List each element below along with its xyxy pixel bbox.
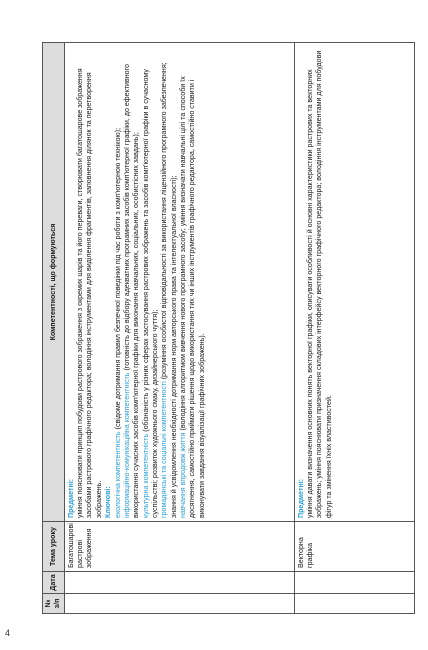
key-competency-text: (готовність до відбору адекватних програмних засобів комп'ютерної графіки, до ефективного використання сучасних засобів комп'ютерної графіки для виконання навчальних, соціальних, особистісних завдань); [122,64,141,518]
table-row [294,43,414,614]
key-competency-item [123,46,142,518]
key-competency-keyword: культурна компетентність [141,433,150,518]
cell-num [64,594,294,614]
subject-competencies-text: уміння пояснювати принцип побудови растрового зображення з окремих шарів та його переваги, створювати багатошарове зображення засобами растрового графічного редактора; володіння інструментами для виділення фрагментів, заповнення ділянок та перетворення зображень. [76,68,103,518]
key-competency-item [160,46,179,518]
table-header-row [43,43,65,614]
cell-date [294,572,414,594]
table-row [64,43,294,614]
key-competency-text: (свідоме дотримання правил безпечної поведінки під час роботи з комп'ютерною технікою); [113,127,122,432]
key-competency-keyword: громадянські та соціальні компетентності [160,381,169,518]
key-competency-text: (розуміння особистої відповідальності за використання ліцензійного програмного забезпечення; знання й усвідомлення необхідності дотримання норм авторського права та інтелектуальної власності); [160,62,178,518]
header-num: № з/п [43,594,65,614]
cell-topic: Багатошарові растрові зображення [64,522,294,572]
subject-competencies-heading: Предметні: [296,478,305,518]
key-competency-item [179,46,207,518]
cell-topic: Векторна графіка [294,522,414,572]
subject-competencies-heading: Предметні: [66,478,75,518]
lesson-plan-table [42,42,415,614]
cell-num [294,594,414,614]
header-date: Дата [43,572,65,594]
subject-competencies-text: уміння давати визначення основних понять векторної графіки, описувати особливості й основні характеристики растрових та векторних зображень; уміння пояснювати призначення складових інтерфейсу векторного графічного редактора; володіння інструментами для побудови фігур та змінення їхніх властивостей. [306,50,333,518]
key-competency-item [142,46,161,518]
cell-date [64,572,294,594]
page-number: 4 [5,628,11,638]
key-competency-keyword: навчання впродовж життя [179,432,188,518]
key-competencies-heading: Ключові: [104,486,113,518]
key-competency-item [114,46,123,518]
key-competency-text: (обізнаність у різних сферах застосування растрових зображень та засобів комп'ютерної графіки в сучасному суспільстві; розвиток художнього смаку, дизайнерського чуття); [141,69,159,518]
cell-competencies [294,43,414,522]
rotated-table-container [42,42,413,614]
key-competency-keyword: інформаційно-комунікаційна компетентність [122,372,131,518]
key-competency-text: (володіння алгоритмом вивчення нового програмного засобу; уміння визначати навчальні цілі та способи їх досягнення, самостійно приймати рішення щодо використання тих чи інших інструментів графічного редактора, самостійно ставити і виконувати завдання візуалізації графічних зображень). [179,76,206,518]
header-competencies: Компетентності, що формуються [43,43,65,522]
key-competency-keyword: екологічна компетентність [113,431,122,518]
cell-competencies [64,43,294,522]
header-topic: Тема уроку [43,522,65,572]
